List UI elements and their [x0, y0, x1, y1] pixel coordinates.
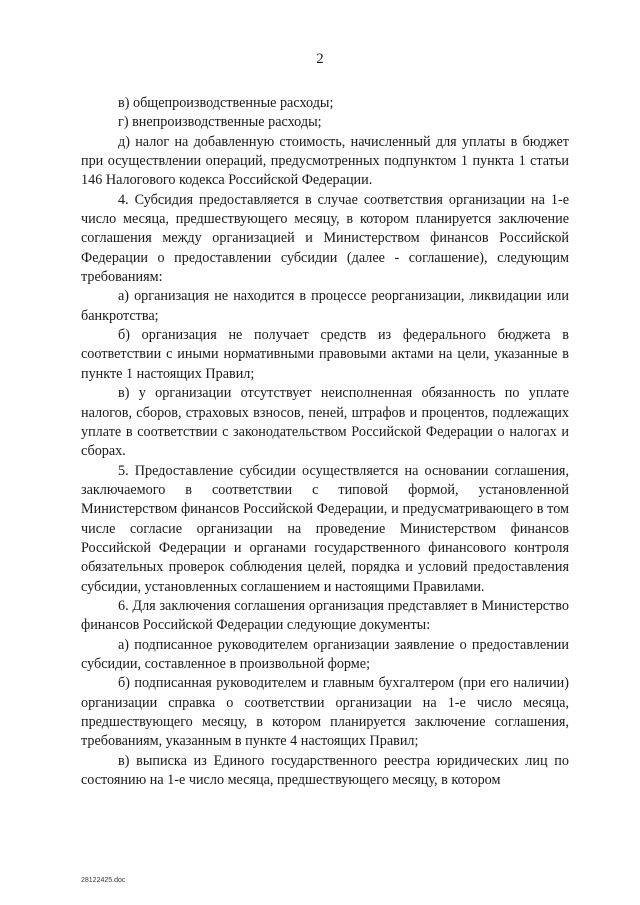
- document-body: [81, 94, 569, 790]
- paragraph-4-item-b: б) организация не получает средств из федерального бюджета в соответствии с иными нормативными правовыми актами на цели, указанные в пункте 1 настоящих Правил;: [81, 327, 569, 382]
- paragraph-4-item-a: а) организация не находится в процессе реорганизации, ликвидации или банкротства;: [81, 288, 569, 324]
- paragraph-6-item-v: в) выписка из Единого государственного реестра юридических лиц по состоянию на 1-е число месяца, предшествующего месяцу, в котором: [81, 752, 569, 789]
- paragraph-item-d-vat: д) налог на добавленную стоимость, начисленный для уплаты в бюджет при осуществлении операций, предусмотренных подпунктом 1 пункта 1 статьи 146 Налогового кодекса Российской Федерации.: [81, 133, 569, 189]
- paragraph-item-v-general-expenses: в) общепроизводственные расходы;: [118, 95, 334, 111]
- page-number: 2: [316, 51, 324, 67]
- paragraph-6-item-a: а) подписанное руководителем организации заявление о предоставлении субсидии, составленное в произвольной форме;: [81, 636, 569, 672]
- paragraph-4-item-v: в) у организации отсутствует неисполненная обязанность по уплате налогов, сборов, страховых взносов, пеней, штрафов и процентов, подлежащих уплате в соответствии с законодательством Российской Федерации о налогах и сборах.: [81, 385, 569, 460]
- paragraph-item-g-nonproduction-expenses: г) внепроизводственные расходы;: [118, 114, 322, 131]
- paragraph-section-4: 4. Субсидия предоставляется в случае соответствия организации на 1-е число месяца, предшествующего месяцу, в котором планируется заключение соглашения между организацией и Министерством финансов Российской Федерации о предоставлении субсидии (далее - соглашение), следующим требованиям:: [81, 191, 569, 286]
- paragraph-section-5: 5. Предоставление субсидии осуществляется на основании соглашения, заключаемого в соответствии с типовой формой, установленной Министерством финансов Российской Федерации, и предусматривающего в том числе согласие организации на проведение Министерством финансов Российской Федерации и органами государственного финансового контроля обязательных проверок соблюдения целей, порядка и условий предоставления субсидии, установленных соглашением и настоящими Правилами.: [81, 462, 569, 595]
- document-footer-code: 28122425.doc: [81, 877, 126, 884]
- paragraph-6-item-b: б) подписанная руководителем и главным бухгалтером (при его наличии) организации справка о соответствии организации на 1-е число месяца, предшествующего месяцу, в котором планируется заключение соглашения, требованиям, указанным в пункте 4 настоящих Правил;: [81, 675, 569, 750]
- paragraph-section-6: 6. Для заключения соглашения организация представляет в Министерство финансов Российской Федерации следующие документы:: [81, 597, 569, 634]
